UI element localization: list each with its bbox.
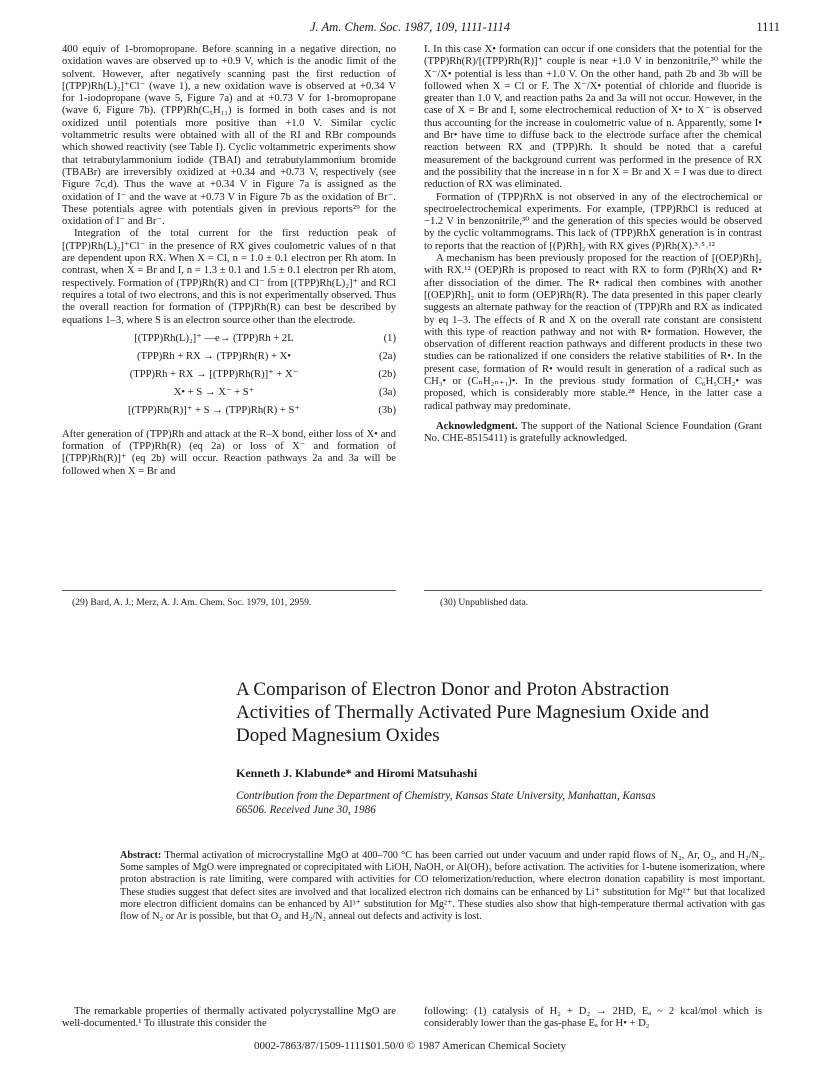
footnote-divider [424, 590, 762, 591]
article-authors: Kenneth J. Klabunde* and Hiromi Matsuhashi [236, 766, 478, 780]
equation-expression: (TPP)Rh + RX → [(TPP)Rh(R)]⁺ + X⁻ [129, 368, 299, 380]
contribution-note: Contribution from the Department of Chemistry, Kansas State University, Manhattan, Kansas 66506. Received June 30, 1986 [236, 790, 656, 816]
title-line: Activities of Thermally Activated Pure Magnesium Oxide and [236, 702, 709, 723]
left-column [62, 44, 396, 478]
acknowledgment-text: The support of the National Science Foundation (Grant No. CHE-8515411) is gratefully acknowledged. [424, 420, 762, 445]
paragraph: 400 equiv of 1-bromopropane. Before scanning in a negative direction, no oxidation waves are observed up to +0.9 V, which is the anodic limit of the solvent. However, after negatively scanning past the first reduction of [(TPP)Rh(L)₂]⁺Cl⁻ (wave 1), a new oxidation wave is observed at +0.34 V for 1-iodopropane (wave 5, Figure 7a) and at +0.73 V for 1-bromopropane (wave 6, Figure 7b). (TPP)Rh(C₅H₁₁) is formed in both cases and is not oxidized until potentials more positive than +1.0 V. Similar cyclic voltammetric results were obtained with all of the RI and RBr compounds which showed reactivity (see Table I). Cyclic voltammetric experiments show that tetrabutylammonium iodide (TBAI) and tetrabutylammonium bromide (TBABr) are irreversibly oxidized at +0.34 and +0.73 V, respectively (see Figure 7c,d). Thus the wave at +0.34 V in Figure 7a is assigned as the oxidation of I⁻ and the wave at +0.73 V in Figure 7b as the oxidation of Br⁻. These potentials agree with potentials given in previous reports²⁹ for the oxidation of I⁻ and Br⁻. [62, 44, 396, 228]
acknowledgment-label: Acknowledgment. [436, 420, 518, 432]
abstract [120, 850, 765, 923]
running-header: J. Am. Chem. Soc. 1987, 109, 1111-1114 [310, 20, 510, 34]
article-body-right: following: (1) catalysis of H₂ + D₂ → 2HD, Eₐ ~ 2 kcal/mol which is considerably lower than the gas-phase Eₐ for H• + D₂ [424, 1006, 762, 1030]
footnote: (29) Bard, A. J.; Merz, A. J. Am. Chem. Soc. 1979, 101, 2959. [72, 597, 312, 608]
title-line: Doped Magnesium Oxides [236, 725, 440, 746]
footnote-divider [62, 590, 396, 591]
equation-expression: X• + S → X⁻ + S⁺ [173, 386, 255, 398]
paragraph: After generation of (TPP)Rh and attack at the R–X bond, either loss of X• and formation of (TPP)Rh(R) (eq 2a) or loss of X⁻ and formation of [(TPP)Rh(R)]⁺ (eq 2b) will occur. Reaction pathways 2a and 3a will be followed when X = Br and [62, 428, 396, 477]
title-line: A Comparison of Electron Donor and Proton Abstraction [236, 679, 670, 700]
right-column [424, 44, 762, 446]
equation-number: (2a) [378, 350, 396, 362]
article-body-left [62, 1006, 396, 1031]
equation-expression: [(TPP)Rh(R)]⁺ + S → (TPP)Rh(R) + S⁺ [127, 404, 301, 416]
equation-number: (2b) [378, 368, 396, 380]
abstract-label: Abstract: [120, 850, 162, 861]
equation-expression: [(TPP)Rh(L)₂]⁺ —e→ (TPP)Rh + 2L [134, 332, 294, 344]
paragraph: The remarkable properties of thermally activated polycrystalline MgO are well-documented.¹ To illustrate this consider the [62, 1006, 396, 1030]
copyright-line: 0002-7863/87/1509-1111$01.50/0 © 1987 American Chemical Society [253, 1040, 567, 1052]
footnote: (30) Unpublished data. [440, 597, 529, 608]
equation [62, 351, 396, 369]
page-number: 1111 [756, 20, 780, 34]
paragraph: I. In this case X• formation can occur if one considers that the potential for the (TPP)Rh(R)/[(TPP)Rh(R)]⁺ couple is near +1.0 V in benzonitrile,³⁰ while the X⁻/X• potential is less than +1.0 V. On the other hand, path 2b and 3b will be followed when X = Cl or F. The X⁻/X• potential of chloride and fluoride is greater than 1.0 V, and reaction paths 2a and 3a will not occur. However, in the case of X = Br and I, some electrochemical reduction of X• to X⁻ is observed thus accounting for the increase in coulometric value of n. Apparently, some I• and Br• have time to diffuse back to the electrode surface after the chemical reaction between RX and (TPP)Rh. It should be noted that a careful measurement of the background current was performed in the presence of RX and the possibility that the increase in n for X = Br and X = I was due to direct reduction of RX was eliminated. [424, 44, 762, 191]
abstract-text: Thermal activation of microcrystalline MgO at 400–700 °C has been carried out under vacuum and under rapid flows of N₂, Ar, O₂, and H₂/N₂. Some samples of MgO were impregnated or coprecipitated with LiOH, NaOH, or Al(OH)₃ before activation. The activities for 1-butene isomerization, where proton abstraction is rate limiting, were compared with activities for CO telomerization/reduction, where electron donation capability is most important. These studies suggest that defect sites are involved and that localized electron rich domains can be enhanced by Li⁺ substitution for Mg²⁺ but that localized more electron difficient domains can be enhanced by Al³⁺ substitution for Mg²⁺. These studies also show that high-temperature thermal activation with gas flow of N₂ or Ar is possible, but that O₂ and H₂/N₂ anneal out defects and activity is lost. [120, 850, 765, 923]
equation-block [62, 333, 396, 423]
equation [62, 405, 396, 423]
equation [62, 333, 396, 351]
equation-number: (3b) [378, 404, 396, 416]
equation-number: (1) [383, 332, 396, 344]
paragraph: A mechanism has been previously proposed for the reaction of [(OEP)Rh]₂ with RX.¹² (OEP)Rh is proposed to react with RX to form (P)Rh(X) and R• after dissociation of the dimer. The R• radical then combines with another [(OEP)Rh]₂ unit to form (OEP)Rh(R). The data presented in this paper clearly suggests an alternate pathway for the reaction of (TPP)Rh and RX as indicated by eq 1–3. The effects of R and X on the overall rate constant are consistent with this type of reaction pathway and not with R• formation. However, the observation of different reaction pathways and different products in these two studies can be rationalized if one considers the relative stabilities of R•. In the present case, formation of R• would result in generation of a radical such as CH₃• or (CₙH₂ₙ₊₁)•. In the previous study formation of C₆H₅CH₂• was proposed, which is considerably more stable.²⁸ Hence, in the latter case a radical pathway may predominate. [424, 253, 762, 412]
article-title [236, 678, 776, 747]
equation-number: (3a) [378, 386, 396, 398]
paragraph: Formation of (TPP)RhX is not observed in any of the electrochemical or spectroelectrochemical experiments. For example, (TPP)RhCl is reduced at −1.2 V in benzonitrile,³⁰ and the generation of this species would be observed by the cyclic voltammograms. This lack of (TPP)RhX generation is in contrast to reports that the reaction of [(P)Rh]₂ with RX gives (P)Rh(X).³˒⁵˒¹² [424, 191, 762, 252]
paragraph: Integration of the total current for the first reduction peak of [(TPP)Rh(L)₂]⁺Cl⁻ in the presence of RX gives coulometric values of n that are dependent upon RX. When X = Cl, n = 1.0 ± 0.1 electron per Rh atom. In contrast, when X = Br and I, n = 1.3 ± 0.1 and 1.5 ± 0.1 electron per Rh atom, respectively. Formation of (TPP)Rh(R) and Cl⁻ from [(TPP)Rh(L)₂]⁺ and RCl requires a total of two electrons, and this is not experimentally observed. Thus the overall reaction for formation of (TPP)Rh(R) can best be described by equations 1–3, where S is an electron source other than the electrode. [62, 228, 396, 326]
equation [62, 387, 396, 405]
acknowledgment [424, 421, 762, 446]
equation-expression: (TPP)Rh + RX → (TPP)Rh(R) + X• [137, 350, 291, 362]
equation [62, 369, 396, 387]
